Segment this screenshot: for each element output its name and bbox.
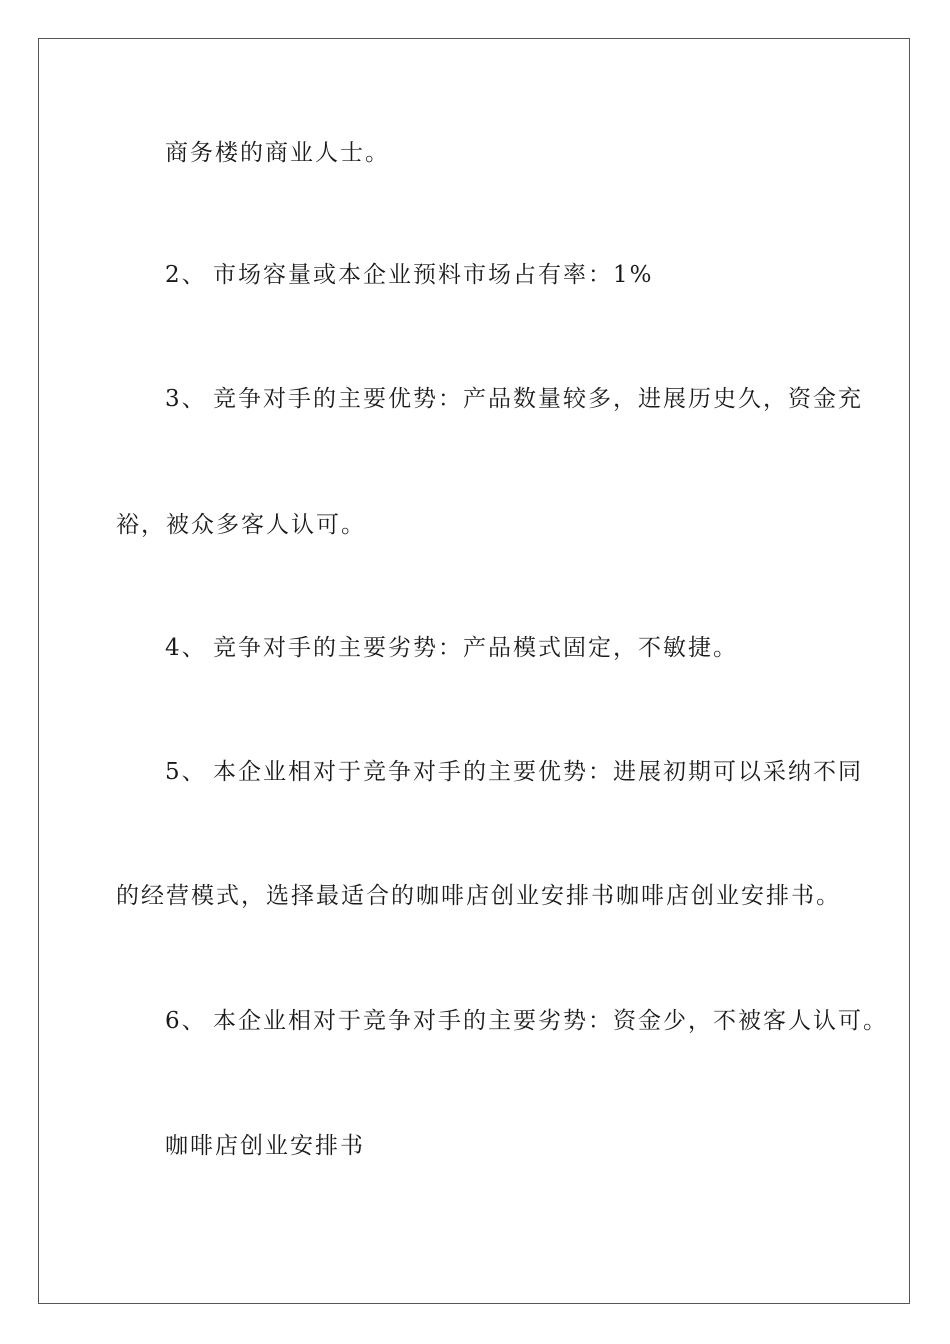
heading-text: 咖啡店创业安排书 [165,1133,365,1159]
list-item-continuation [116,510,366,540]
list-item-number: 5、 [165,759,207,785]
list-item-continuation [116,881,841,911]
list-item-number: 3、 [165,386,207,412]
list-item-text: 裕，被众多客人认可。 [116,512,366,538]
list-item-text: 的经营模式，选择最适合的咖啡店创业安排书咖啡店创业安排书。 [116,883,841,909]
list-item-number: 2、 [165,262,207,288]
list-item-text: 竞争对手的主要劣势：产品模式固定，不敏捷。 [213,635,738,661]
paragraph-line [165,138,390,168]
list-item [165,633,738,663]
list-item-number: 6、 [165,1008,207,1034]
page-frame [38,38,910,1304]
list-item [165,384,863,414]
list-item [165,1006,888,1036]
section-heading [165,1131,365,1161]
list-item [165,260,654,290]
list-item [165,757,863,787]
list-item-number: 4、 [165,635,207,661]
list-item-text: 竞争对手的主要优势：产品数量较多，进展历史久，资金充 [213,386,863,412]
list-item-text: 本企业相对于竞争对手的主要劣势：资金少，不被客人认可。 [213,1008,888,1034]
list-item-text: 市场容量或本企业预料市场占有率：1% [213,262,654,288]
paragraph-text: 商务楼的商业人士。 [165,140,390,166]
list-item-text: 本企业相对于竞争对手的主要优势：进展初期可以采纳不同 [213,759,863,785]
